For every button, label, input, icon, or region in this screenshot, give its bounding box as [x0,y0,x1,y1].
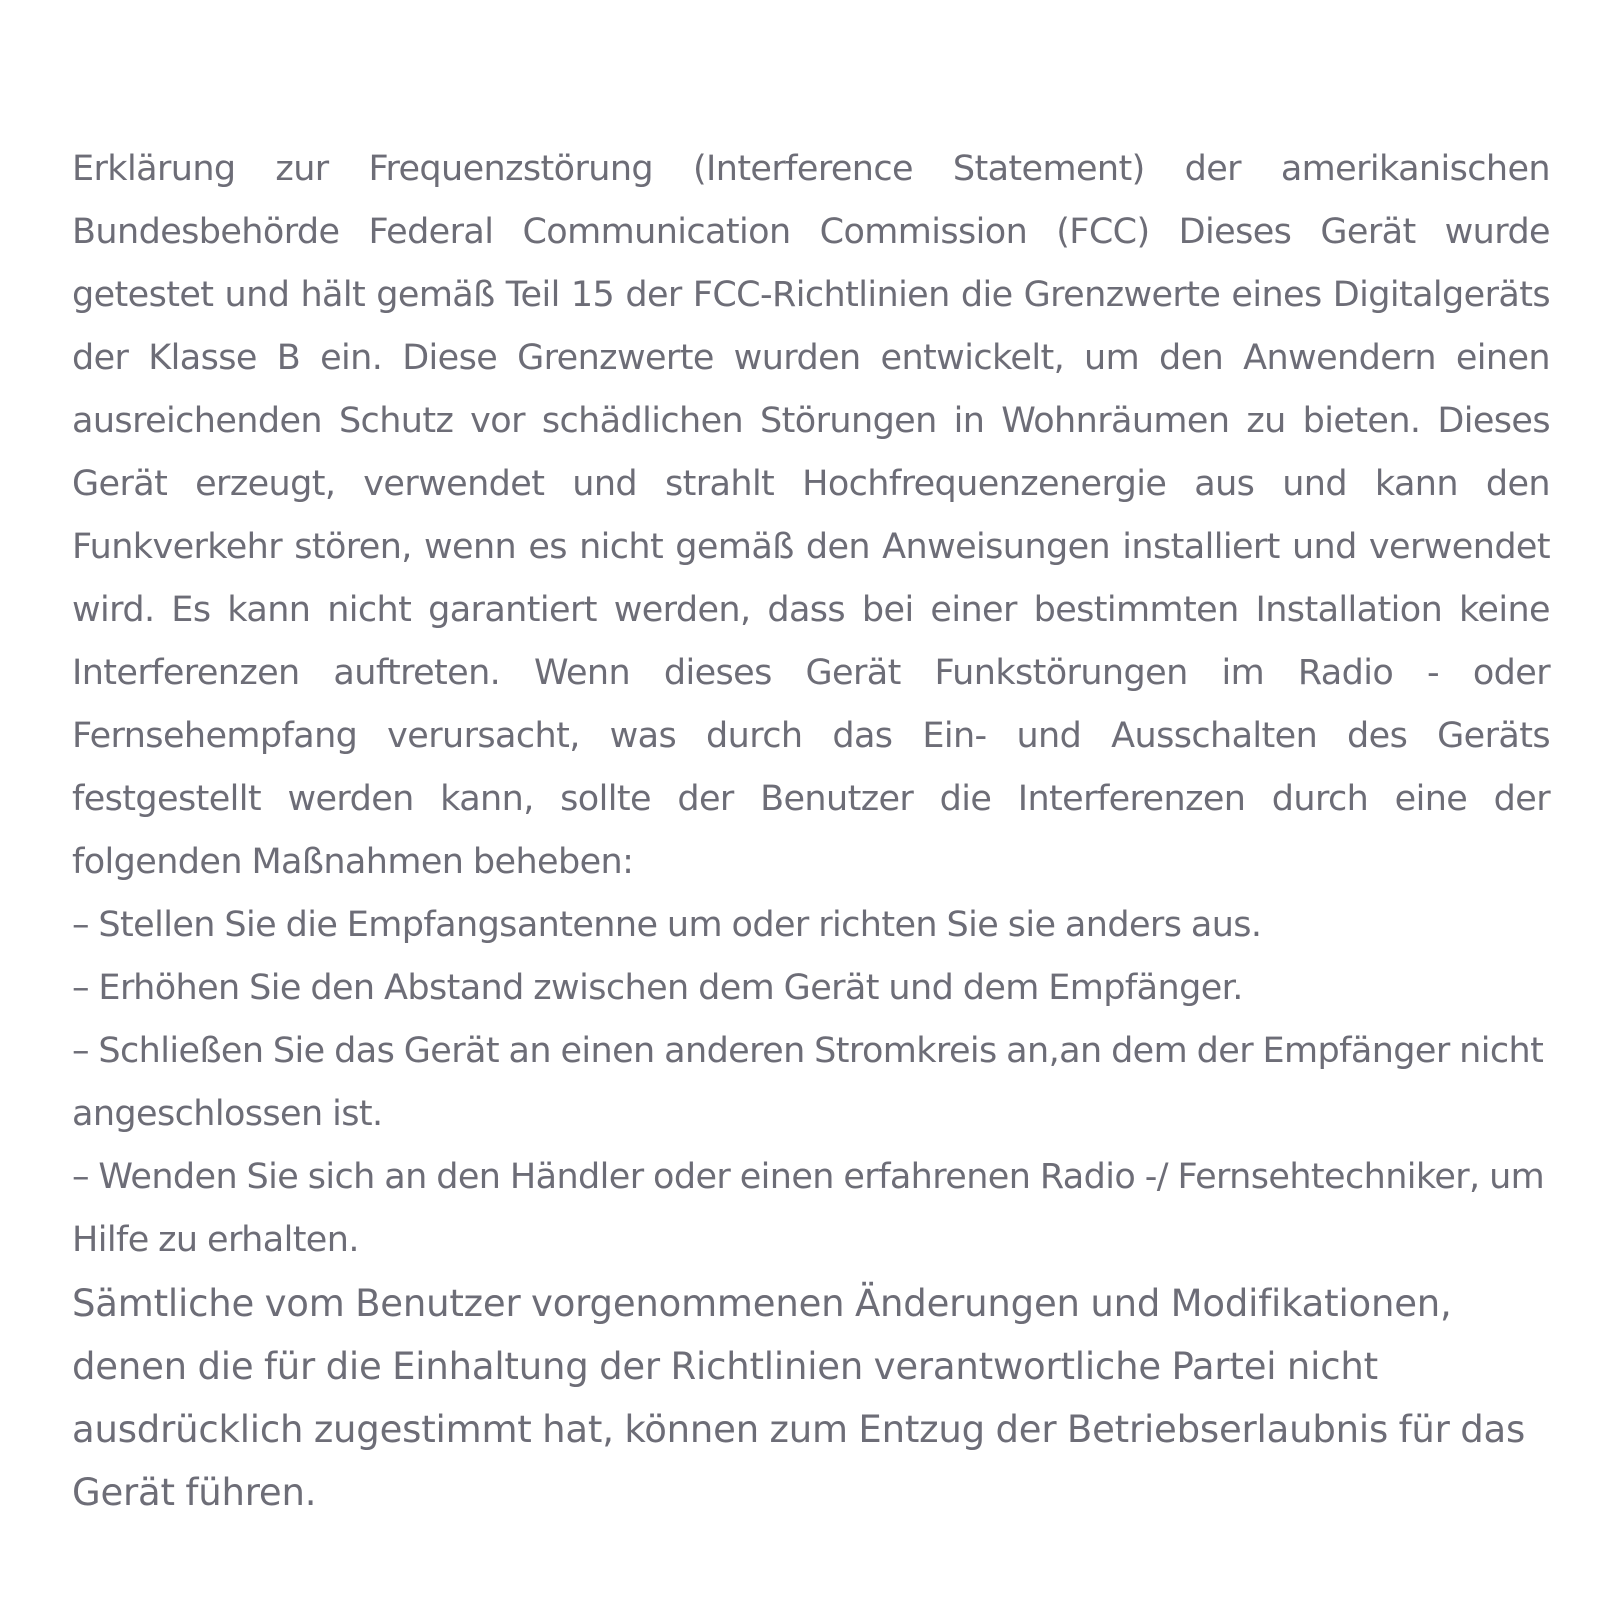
closing-paragraph: Sämtliche vom Benutzer vorgenommenen Änderungen und Modifikationen, denen die für die Einhaltung der Richtlinien verantwortliche Partei nicht ausdrücklich zugestimmt hat, können zum Entzug der Betriebserlaubnis für das Gerät führen. [72,1282,1526,1514]
measure-item-4: – Wenden Sie sich an den Händler oder einen erfahrenen Radio -/ Fernsehtechniker, um Hilfe zu erhalten. [72,1157,1545,1260]
fcc-statement-text [72,138,1550,1524]
intro-paragraph: Erklärung zur Frequenzstörung (Interference Statement) der amerikanischen Bundesbehörde Federal Communication Commission (FCC) Dieses Gerät wurde getestet und hält gemäß Teil 15 der FCC-Richtlinien die Grenzwerte eines Digitalgeräts der Klasse B ein. Diese Grenzwerte wurden entwickelt, um den Anwendern einen ausreichenden Schutz vor schädlichen Störungen in Wohnräumen zu bieten. Dieses Gerät erzeugt, verwendet und strahlt Hochfrequenzenergie aus und kann den Funkverkehr stören, wenn es nicht gemäß den Anweisungen installiert und verwendet wird. Es kann nicht garantiert werden, dass bei einer bestimmten Installation keine Interferenzen auftreten. Wenn dieses Gerät Funkstörungen im Radio - oder Fernsehempfang verursacht, was durch das Ein- und Ausschalten des Geräts festgestellt werden kann, sollte der Benutzer die Interferenzen durch eine der folgenden Maßnahmen beheben: [72,149,1550,882]
measure-item-1: – Stellen Sie die Empfangsantenne um oder richten Sie sie anders aus. [72,905,1262,945]
measure-item-3: – Schließen Sie das Gerät an einen anderen Stromkreis an,an dem der Empfänger nicht angeschlossen ist. [72,1031,1544,1134]
measure-item-2: – Erhöhen Sie den Abstand zwischen dem Gerät und dem Empfänger. [72,968,1243,1008]
